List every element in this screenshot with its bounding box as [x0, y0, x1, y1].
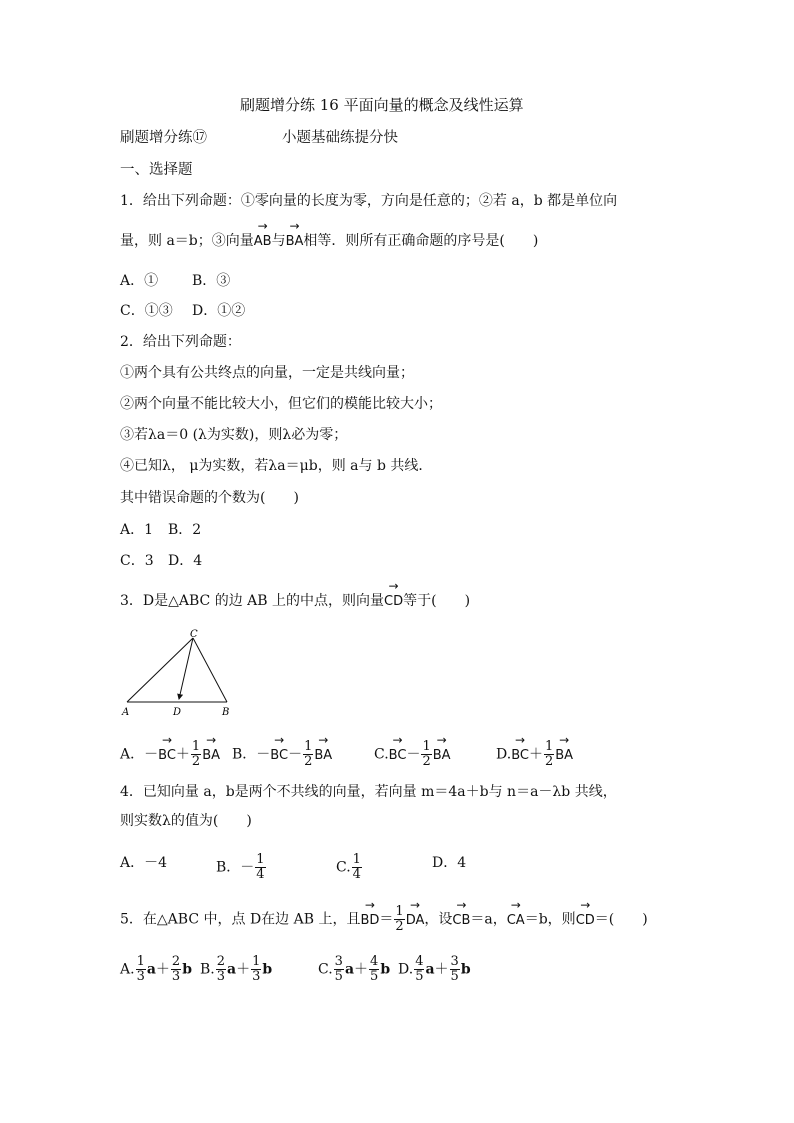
q2-statement-4: ④已知λ， μ为实数，若λa＝μb，则 a与 b 共线．	[120, 458, 433, 474]
q2-option-b: B．2	[168, 522, 202, 538]
page-title: 刷题增分练 16 平面向量的概念及线性运算	[240, 96, 524, 114]
q2-option-a: A．1	[120, 522, 154, 538]
vector-ab: → AB	[254, 232, 272, 252]
q2-statement-3: ③若λa＝0 (λ为实数)，则λ必为零；	[120, 427, 348, 443]
side-cb	[193, 638, 227, 702]
q4-option-a: A．－4	[120, 855, 168, 871]
q4-option-d: D．4	[432, 855, 467, 871]
q3-option-d: D.→ BC＋ $\frac{1}{2}$ → BA	[496, 740, 573, 769]
q1-option-d: D．①②	[192, 303, 246, 319]
label-b: B	[222, 707, 230, 718]
subheader-left: 刷题增分练⑰	[120, 130, 207, 146]
q1-option-c: C．①③	[120, 303, 173, 319]
label-a: A	[122, 707, 130, 718]
q4-line1: 4．已知向量 a，b是两个不共线的向量，若向量 m＝4a＋b与 n＝a－λb 共线，	[120, 784, 617, 800]
q5-option-a: A. $\frac{1}{3}$ a＋ $\frac{2}{3}$ b	[120, 954, 192, 984]
q5-option-c: C. $\frac{3}{5}$ a＋ $\frac{4}{5}$ b	[318, 954, 391, 984]
q4-line2: 则实数λ的值为( )	[120, 813, 252, 829]
q3-stem: 3．D是△ABC 的边 AB 上的中点，则向量→ CD等于( )	[120, 591, 470, 612]
q1-option-b: B．③	[192, 273, 231, 289]
q2-stem: 2．给出下列命题：	[120, 334, 241, 350]
q5-stem: 5．在△ABC 中，点 D在边 AB 上，且→ BD＝ $\frac{1}{2}$ → DA，设→ CB＝a，→ CA＝b，则→ CD＝( )	[120, 905, 648, 934]
q2-statement-1: ①两个具有公共终点的向量，一定是共线向量；	[120, 365, 414, 381]
q3-option-a: A．－→ BC＋ $\frac{1}{2}$ → BA	[120, 740, 220, 769]
label-d: D	[173, 707, 182, 718]
q1-option-a: A．①	[120, 273, 159, 289]
vector-ba: → BA	[286, 232, 304, 252]
q2-option-d: D．4	[168, 553, 203, 569]
q5-option-d: D. $\frac{4}{5}$ a＋ $\frac{3}{5}$ b	[398, 954, 471, 984]
label-c: C	[190, 629, 198, 640]
q2-option-c: C．3	[120, 553, 154, 569]
side-ca	[127, 638, 193, 702]
triangle-figure	[118, 628, 243, 720]
vector-cd: → CD	[384, 592, 403, 612]
median-cd	[179, 638, 193, 699]
q1-line1: 1．给出下列命题：①零向量的长度为零，方向是任意的；②若 a，b 都是单位向	[120, 193, 618, 209]
q3-option-c: C.→ BC－ $\frac{1}{2}$ → BA	[374, 740, 451, 769]
q2-statement-2: ②两个向量不能比较大小，但它们的模能比较大小；	[120, 396, 442, 412]
section-heading: 一、选择题	[120, 162, 193, 178]
q3-option-b: B．－→ BC－ $\frac{1}{2}$ → BA	[232, 740, 332, 769]
q1-line2: 量，则 a＝b；③向量→ AB与→ BA相等．则所有正确命题的序号是( )	[120, 231, 538, 252]
q2-question: 其中错误命题的个数为( )	[120, 490, 299, 506]
q5-option-b: B. $\frac{2}{3}$ a＋ $\frac{1}{3}$ b	[200, 954, 273, 984]
q4-option-b: B．－ $\frac{1}{4}$	[216, 852, 265, 882]
subheader-right: 小题基础练提分快	[282, 130, 398, 146]
q4-option-c: C. $\frac{1}{4}$	[336, 852, 361, 882]
